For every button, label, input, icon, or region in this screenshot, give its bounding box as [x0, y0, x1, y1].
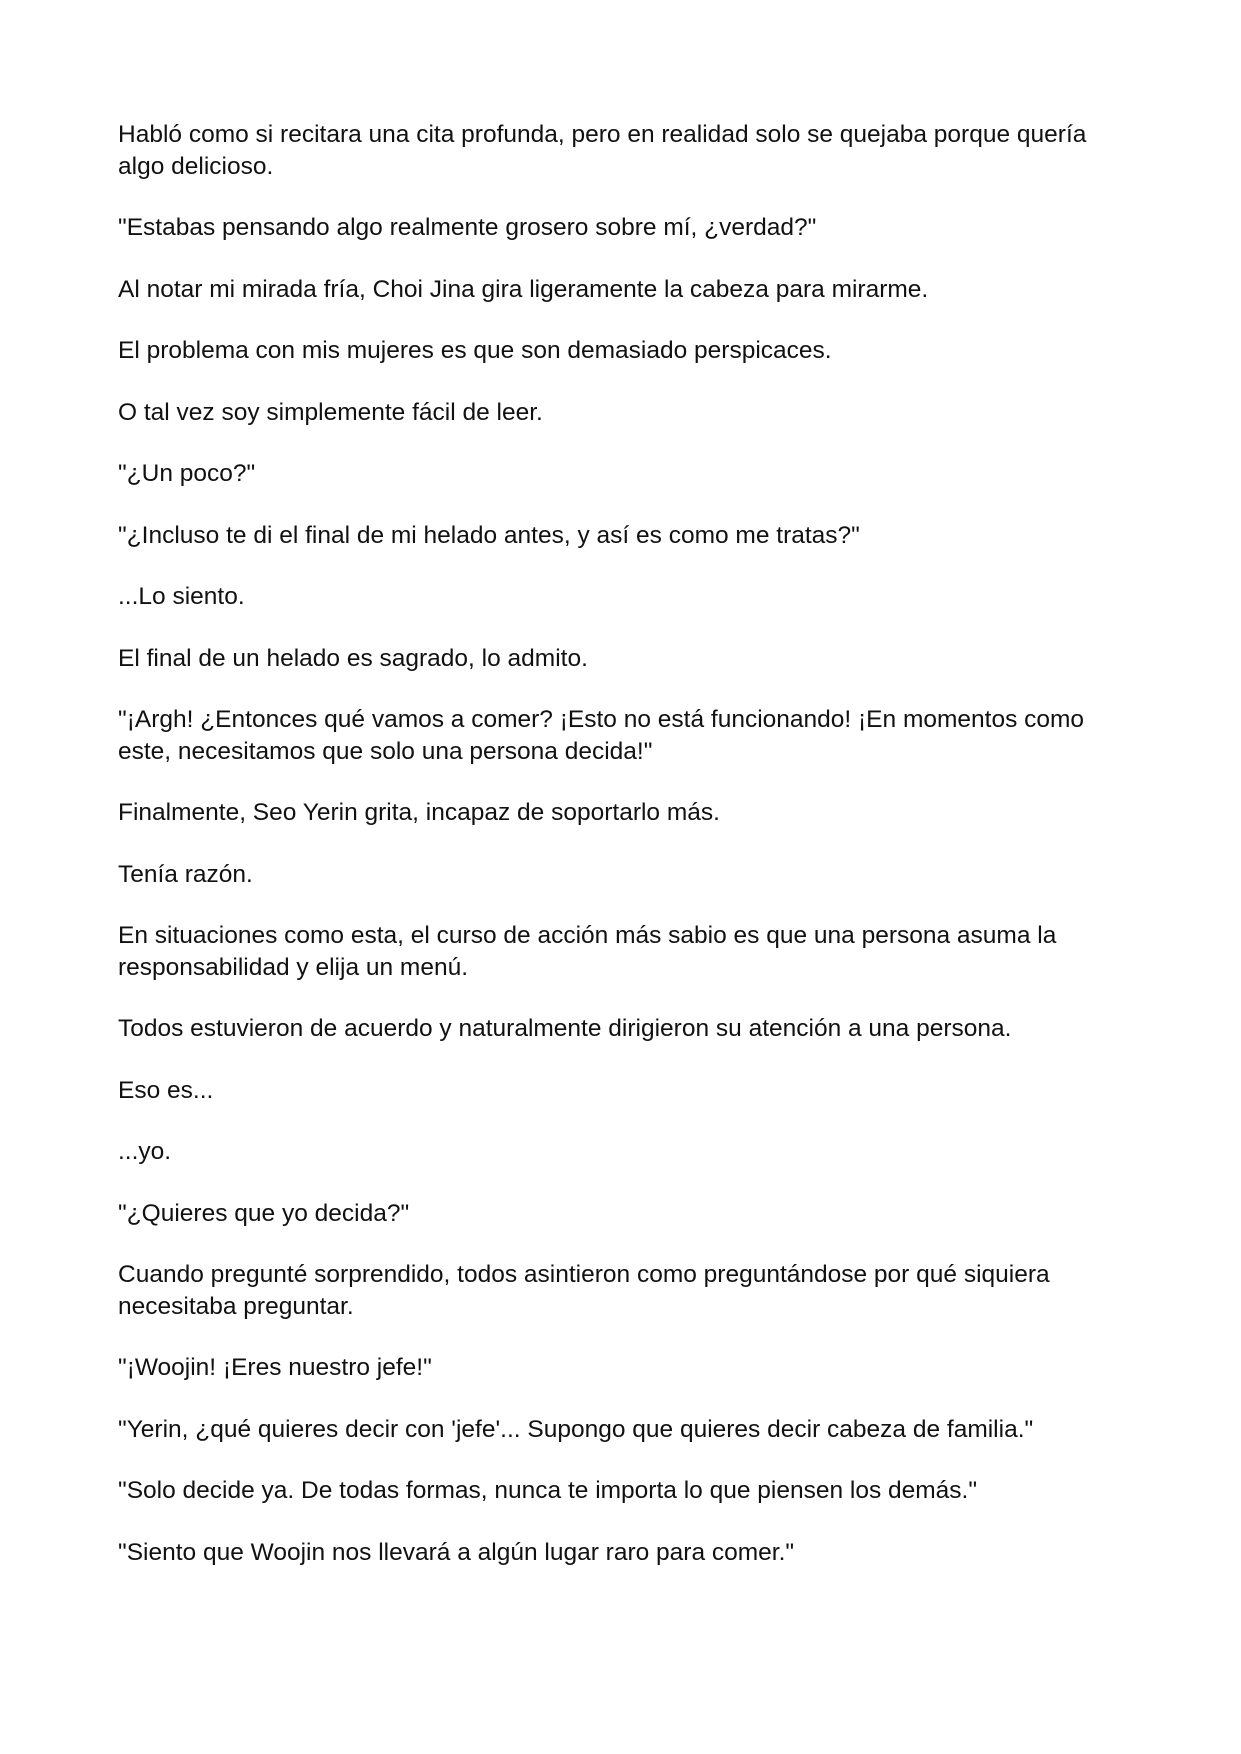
paragraph: "Yerin, ¿qué quieres decir con 'jefe'... Supongo que quieres decir cabeza de familia." [118, 1415, 1034, 1443]
paragraph: "Estabas pensando algo realmente grosero sobre mí, ¿verdad?" [118, 214, 817, 241]
paragraph: "¿Incluso te di el final de mi helado antes, y así es como me tratas?" [118, 521, 860, 549]
paragraph: "Siento que Woojin nos llevará a algún lugar raro para comer." [118, 1538, 795, 1566]
paragraph: O tal vez soy simplemente fácil de leer. [118, 398, 543, 426]
paragraph: Tenía razón. [118, 860, 253, 888]
paragraph: "¿Quieres que yo decida?" [118, 1199, 410, 1227]
paragraph: "¡Woojin! ¡Eres nuestro jefe!" [118, 1354, 432, 1381]
paragraph: "¡Argh! ¿Entonces qué vamos a comer? ¡Esto no está funcionando! ¡En momentos como este, necesitamos que solo una persona decida!" [118, 706, 1085, 765]
paragraph: "¿Un poco?" [118, 460, 256, 487]
paragraph: En situaciones como esta, el curso de acción más sabio es que una persona asuma la responsabilidad y elija un menú. [118, 922, 1057, 981]
paragraph: El final de un helado es sagrado, lo admito. [118, 644, 588, 672]
paragraph: Finalmente, Seo Yerin grita, incapaz de soportarlo más. [118, 799, 720, 826]
document-body [118, 119, 1128, 1598]
paragraph: Todos estuvieron de acuerdo y naturalmente dirigieron su atención a una persona. [118, 1015, 1012, 1042]
paragraph: Cuando pregunté sorprendido, todos asintieron como preguntándose por qué siquiera necesitaba preguntar. [118, 1261, 1050, 1320]
paragraph: ...Lo siento. [118, 583, 245, 610]
paragraph: "Solo decide ya. De todas formas, nunca te importa lo que piensen los demás." [118, 1477, 978, 1504]
paragraph: ...yo. [118, 1138, 172, 1165]
paragraph: Al notar mi mirada fría, Choi Jina gira ligeramente la cabeza para mirarme. [118, 275, 929, 303]
paragraph: El problema con mis mujeres es que son demasiado perspicaces. [118, 337, 832, 364]
paragraph: Habló como si recitara una cita profunda, pero en realidad solo se quejaba porque quería algo delicioso. [118, 121, 1087, 180]
paragraph: Eso es... [118, 1076, 214, 1104]
